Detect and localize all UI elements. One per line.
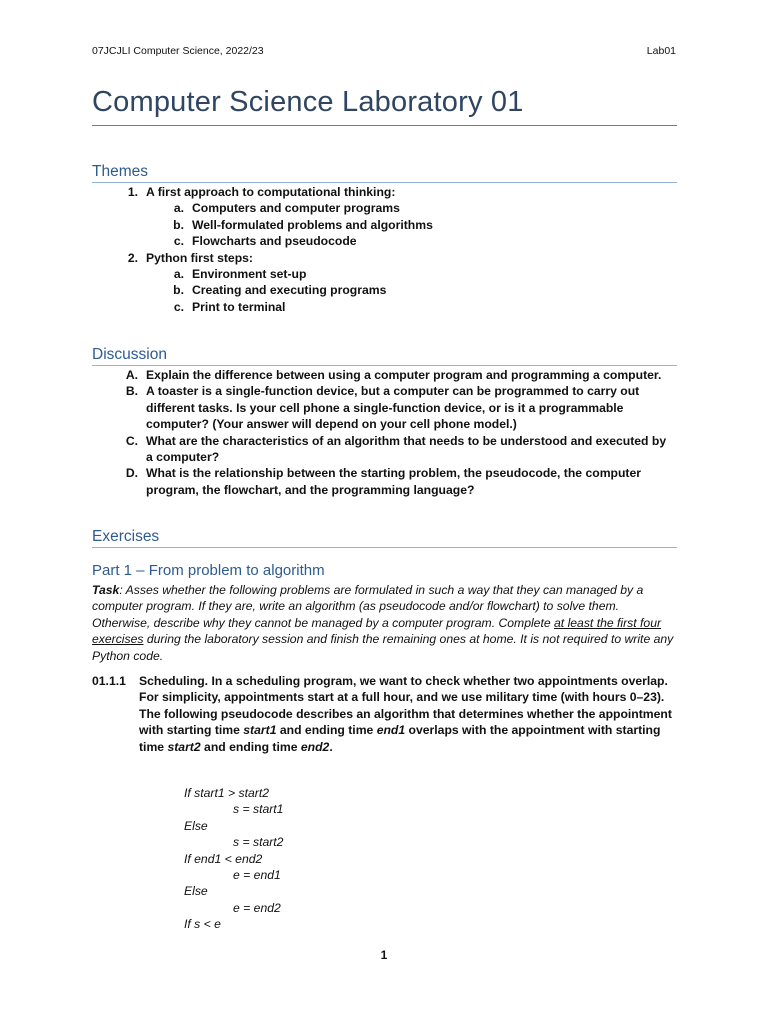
list-item: a. Environment set-up [173, 267, 307, 282]
code-line: If end1 < end2 [184, 851, 263, 866]
page-title: Computer Science Laboratory 01 [92, 86, 677, 126]
header-lab: Lab01 [646, 45, 676, 57]
list-item: c. Flowcharts and pseudocode [173, 234, 357, 249]
page-number: 1 [380, 948, 388, 962]
pseudocode-block [184, 785, 283, 933]
discussion-list [92, 367, 676, 498]
code-line: If s < e [184, 917, 221, 932]
exercises-heading: Exercises [92, 528, 677, 548]
list-item: A. Explain the difference between using a computer program and programming a computer. [125, 368, 662, 382]
task-label: Task [92, 583, 120, 597]
list-item: c. Print to terminal [173, 299, 286, 314]
themes-heading: Themes [92, 163, 677, 183]
themes-list [92, 184, 676, 315]
list-item: b. Creating and executing programs [173, 283, 387, 298]
code-line: s = start1 [233, 802, 284, 817]
code-line: s = start2 [233, 835, 284, 850]
discussion-heading: Discussion [92, 346, 677, 366]
task-paragraph: Task: Asses whether the following problems are formulated in such a way that they can managed by a computer program. If they are, write an algorithm (as pseudocode and/or flowchart) to solve them. Otherwise, describe why they cannot be managed by a computer program. Complete at least the first four exercises during the laboratory session and finish the remaining ones at home. It is not required to write any Python code. [92, 583, 674, 663]
list-item: a. Computers and computer programs [173, 201, 400, 216]
list-item: 1. A first approach to computational thinking: [127, 185, 396, 199]
code-line: e = end2 [233, 900, 281, 915]
part1-heading: Part 1 – From problem to algorithm [92, 562, 325, 579]
header-course: 07JCJLI Computer Science, 2022/23 [92, 45, 264, 57]
list-item: B. A toaster is a single-function device, but a computer can be programmed to carry out different tasks. Is your cell phone a single-function device, or is it a programmable computer? (Your answer will depend on your cell phone model.) [125, 384, 640, 432]
list-item: b. Well-formulated problems and algorithms [173, 217, 433, 232]
list-item: 2. Python first steps: [127, 250, 253, 265]
code-line: Else [184, 818, 208, 833]
exercise-number: 01.1.1 [92, 674, 126, 688]
list-item: C. What are the characteristics of an algorithm that needs to be understood and executed by a computer? [125, 433, 667, 465]
exercise-text: Scheduling. In a scheduling program, we want to check whether two appointments overlap. For simplicity, appointments start at a full hour, and we use military time (with hours 0–23). The following pseudocode describes an algorithm that determines whether the appointment with starting time start1 and ending time end1 overlaps with the appointment with starting time start2 and ending time end2. [139, 674, 672, 754]
code-line: If start1 > start2 [184, 786, 270, 800]
code-line: Else [184, 884, 208, 899]
exercise-01-1-1 [92, 673, 676, 755]
code-line: e = end1 [233, 868, 281, 883]
task-emphasis: at least the first four exercises [92, 615, 662, 647]
list-item: D. What is the relationship between the starting problem, the pseudocode, the computer program, the flowchart, and the programming language? [125, 466, 642, 497]
